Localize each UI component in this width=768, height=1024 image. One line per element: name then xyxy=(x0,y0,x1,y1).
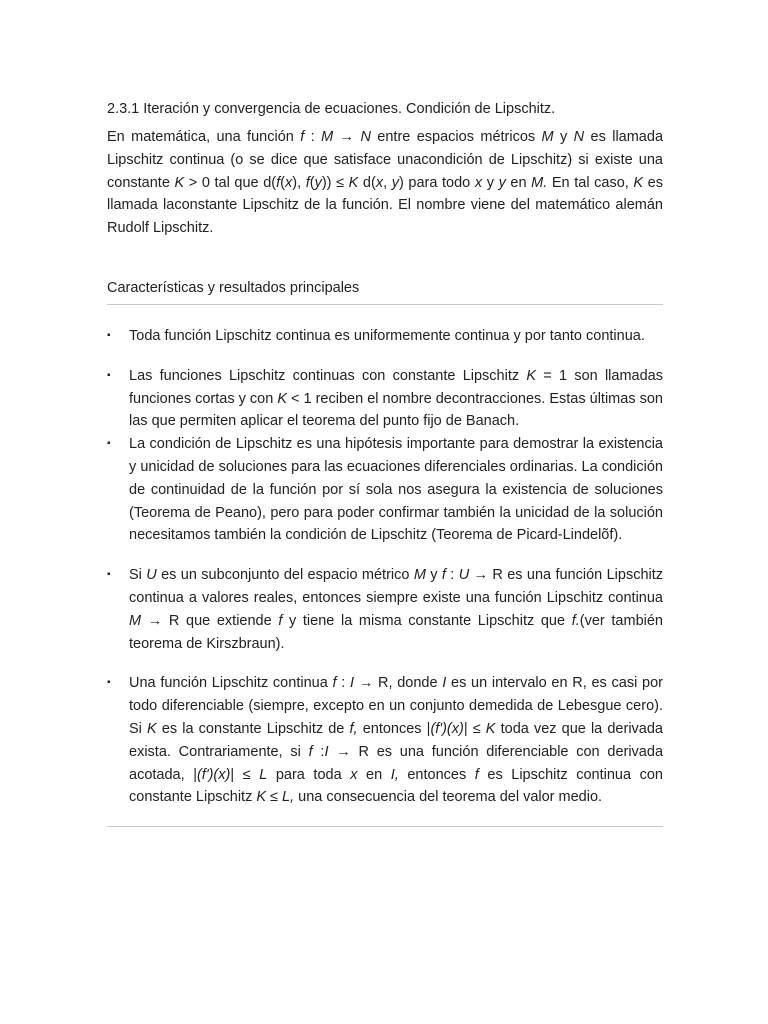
intro-paragraph xyxy=(107,126,663,240)
intro-text: una función xyxy=(216,129,301,145)
math-symbol: K xyxy=(256,789,267,806)
item-text: es un subconjunto del espacio métrico xyxy=(156,567,414,584)
math-symbol: K xyxy=(277,390,287,407)
intro-text: y xyxy=(482,174,499,191)
math-symbol: (f')(x) xyxy=(430,720,464,737)
item-text: : xyxy=(445,567,459,584)
intro-text: ( xyxy=(280,174,285,191)
math-symbol: f xyxy=(474,766,479,783)
item-text: | ≤ xyxy=(230,766,260,783)
bullet-marker: ▪ xyxy=(107,438,111,450)
item-text: Toda función Lipschitz continua es uniformemente continua y por tanto continua. xyxy=(129,327,645,344)
item-text: Las funciones Lipschitz continuas con constante Lipschitz xyxy=(129,367,527,384)
intro-text: en xyxy=(505,174,532,191)
item-text: en xyxy=(357,766,391,783)
math-symbol: I, xyxy=(390,766,399,783)
intro-text: ( xyxy=(309,174,315,191)
item-text: → R que extiende xyxy=(141,612,279,629)
math-symbol: M xyxy=(129,612,142,629)
subheading: Características y resultados principales xyxy=(107,277,663,305)
intro-text: es llamada laconstante Lipschitz de la función. El nombre viene del matemático alemán Rudolf Lipschitz. xyxy=(107,174,663,237)
math-symbol: x xyxy=(350,766,358,783)
math-symbol: f xyxy=(278,612,283,629)
math-symbol: K xyxy=(174,174,185,191)
math-symbol: y xyxy=(498,174,506,191)
math-symbol: I xyxy=(442,675,447,692)
bottom-divider xyxy=(107,826,663,827)
intro-text: y xyxy=(553,129,574,145)
item-text: y tiene la misma constante Lipschitz que xyxy=(282,612,572,629)
list-item xyxy=(107,325,663,348)
math-symbol: L xyxy=(259,766,268,783)
math-symbol: N xyxy=(573,129,585,145)
intro-text: entre espacios xyxy=(370,129,481,145)
item-text: Si xyxy=(129,567,147,584)
math-symbol: M xyxy=(541,129,554,145)
intro-text: )) ≤ xyxy=(321,174,349,191)
intro-text: d( xyxy=(358,174,376,191)
item-text: y xyxy=(425,567,442,584)
item-text: < 1 reciben el nombre decontracciones. Estas últimas son las que permiten aplicar el teorema del punto fijo de Banach. xyxy=(129,390,663,430)
math-symbol: x xyxy=(284,174,293,191)
math-symbol: K xyxy=(633,174,644,191)
intro-text: , xyxy=(383,174,392,191)
math-symbol: M xyxy=(321,129,334,145)
bullet-marker: ▪ xyxy=(107,677,111,689)
item-text: → R es una función Lipschitz continua a valores reales, entonces siempre existe una función Lipschitz continua xyxy=(129,567,664,606)
bullet-marker: ▪ xyxy=(107,369,111,381)
item-text: toda vez que la derivada exista. Contrariamente, si xyxy=(129,720,663,760)
intro-text: ) para todo xyxy=(398,174,475,191)
intro-text: ), xyxy=(292,174,306,191)
list-item xyxy=(107,365,663,433)
bullet-list xyxy=(107,325,663,809)
item-text: | ≤ xyxy=(463,720,486,737)
item-text: es un intervalo en R, es casi por todo diferenciable (siempre, excepto en un conjunto demedida de Lebesgue cero). Si xyxy=(129,675,663,737)
math-symbol: N xyxy=(360,129,371,145)
item-text: La condición de Lipschitz es una hipótesis importante para demostrar la existencia y unicidad de soluciones para las ecuaciones diferenciales ordinarias. La condición de continuidad de la función por sí sola nos asegura la existencia de soluciones (Teorema de Peano), pero para poder confirmar también la unicidad de la solución necesitamos también la condición de Lipschitz (Teorema de Picard-Lindelõf). xyxy=(129,436,663,544)
item-text: entonces xyxy=(398,766,475,783)
math-symbol: K xyxy=(485,720,496,737)
bullet-marker: ▪ xyxy=(107,329,111,341)
math-symbol: M. xyxy=(531,174,548,191)
intro-text: métricos xyxy=(480,129,542,145)
bullet-marker: ▪ xyxy=(107,569,111,581)
item-text: → R es una función diferenciable con derivada acotada, | xyxy=(129,743,664,783)
math-symbol: f, xyxy=(349,720,358,737)
math-symbol: K xyxy=(348,174,359,191)
item-text: para toda xyxy=(267,766,351,783)
item-text: entonces | xyxy=(357,720,431,737)
math-symbol: (f')(x) xyxy=(196,766,231,783)
math-symbol: f xyxy=(276,174,281,191)
math-symbol: f xyxy=(332,675,337,692)
math-symbol: U xyxy=(458,567,470,584)
item-text: Una función Lipschitz continua xyxy=(129,675,333,692)
math-symbol: M xyxy=(413,567,426,584)
math-symbol: f xyxy=(305,174,310,191)
math-symbol: x xyxy=(375,174,384,191)
list-item xyxy=(107,672,663,809)
math-symbol: f xyxy=(441,567,446,584)
item-text: es la constante Lipschitz de xyxy=(156,720,350,737)
intro-text: es llamada Lipschitz continua (o se dice que satisface unacondición de Lipschitz) si existe una constante xyxy=(107,129,664,191)
item-text: es Lipschitz continua con constante Lipschitz xyxy=(129,766,663,806)
item-text: → R, donde xyxy=(354,675,443,692)
section-title: 2.3.1 Iteración y convergencia de ecuaciones. Condición de Lipschitz. xyxy=(107,101,556,117)
document-page xyxy=(107,98,663,827)
math-symbol: y xyxy=(314,174,322,191)
intro-text: > 0 tal que d( xyxy=(184,174,277,191)
intro-text: En matemática, xyxy=(107,129,217,145)
math-symbol: K xyxy=(526,367,537,384)
item-text: una consecuencia del teorema del valor medio. xyxy=(294,789,603,806)
math-symbol: f xyxy=(308,743,313,760)
item-text: ≤ xyxy=(266,789,283,806)
item-text: : xyxy=(312,743,325,760)
list-item xyxy=(107,564,663,655)
math-symbol: f. xyxy=(571,612,580,629)
item-text: : xyxy=(336,675,350,692)
math-symbol: y xyxy=(391,174,399,191)
math-symbol: I xyxy=(324,743,329,760)
list-item xyxy=(107,433,663,547)
math-symbol: f xyxy=(300,129,305,145)
intro-text: : xyxy=(304,129,322,145)
math-symbol: I xyxy=(350,675,355,692)
intro-text: En tal caso, xyxy=(547,174,634,191)
item-text: (ver también teorema de Kirszbraun). xyxy=(129,612,663,652)
intro-text: → xyxy=(333,129,361,145)
math-symbol: L, xyxy=(282,789,295,806)
item-text: = 1 son llamadas funciones cortas y con xyxy=(129,367,663,407)
math-symbol: x xyxy=(474,174,483,191)
math-symbol: U xyxy=(146,567,157,584)
math-symbol: K xyxy=(147,720,157,737)
